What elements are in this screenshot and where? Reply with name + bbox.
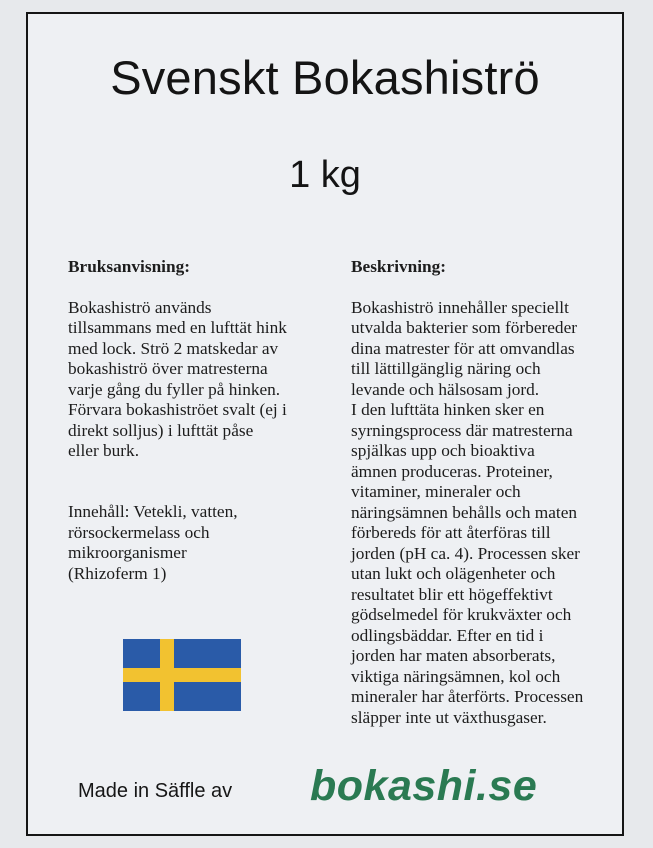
description-text: Bokashiströ innehåller speciellt utvalda bakterier som förbereder dina matrester för att omvandlas till lättillgänglig näring och levande och hälsosam jord. I den lufttäta hinken sker en syrningsprocess där matresterna spjälkas upp och bioaktiva ämnen produceras. Proteiner, vitaminer, mineraler och näringsämnen behålls och maten förbereds för att återföras till jorden (pH ca. 4). Processen sker utan lukt och olägenheter och resultatet blir ett högeffektivt gödselmedel för krukväxter och odlingsbäddar. Efter en tid i jorden har maten absorberats, viktiga näringsämnen, kol och mineraler har återförts. Processen släpper inte ut växthusgaser.: [351, 297, 584, 727]
description-section: [351, 236, 621, 749]
product-weight: 1 kg: [289, 154, 361, 196]
usage-section: [68, 236, 338, 605]
made-in-text: Made in Säffle av: [78, 780, 233, 802]
usage-heading: Bruksanvisning:: [68, 256, 190, 276]
brand-logo: bokashi.se: [310, 762, 538, 810]
description-heading: Beskrivning:: [351, 256, 447, 276]
product-label: [26, 12, 624, 836]
contents-text: Innehåll: Vetekli, vatten, rörsockermelass och mikroorganismer (Rhizoferm 1): [68, 502, 238, 583]
product-title: Svenskt Bokashiströ: [110, 51, 540, 104]
swedish-flag-icon: [123, 639, 241, 711]
usage-text: Bokashiströ används tillsammans med en lufttät hink med lock. Strö 2 matskedar av bokashiströ över matresterna varje gång du fyller på hinken. Förvara bokashiströet svalt (ej i direkt solljus) i lufttät påse eller burk.: [68, 297, 287, 460]
